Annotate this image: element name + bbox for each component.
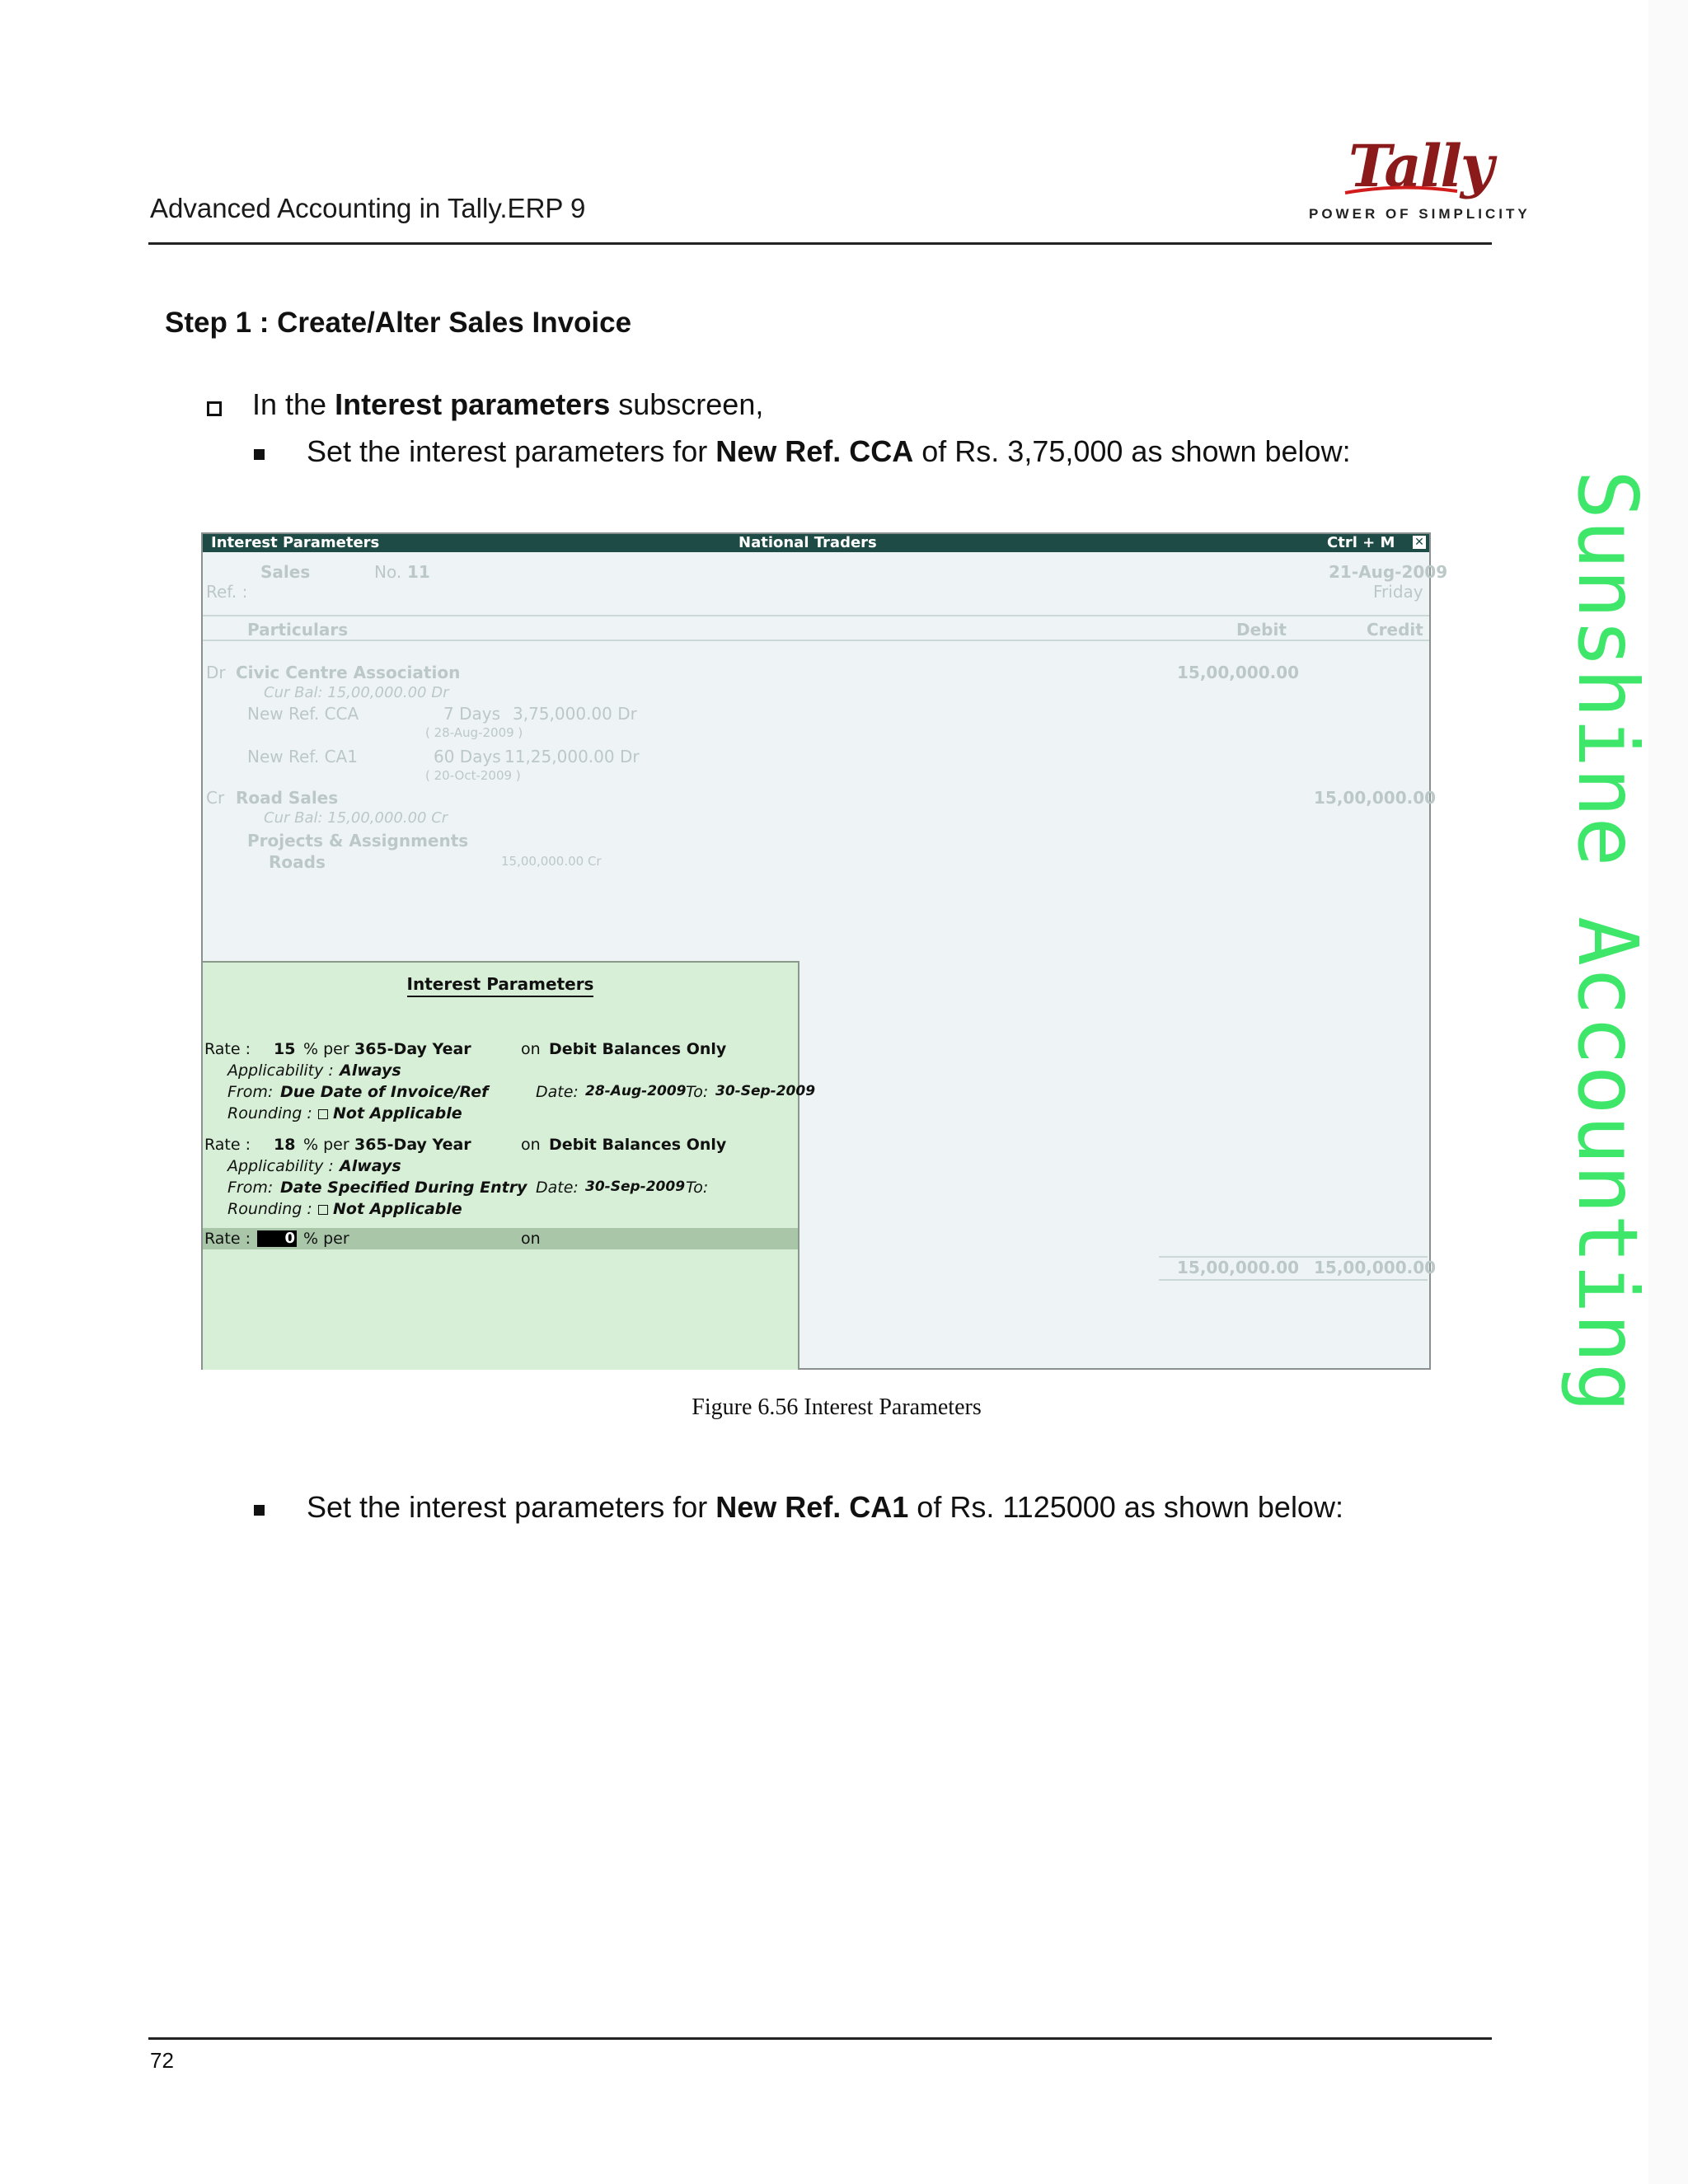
document-header-title: Advanced Accounting in Tally.ERP 9: [150, 193, 586, 223]
window-title: Interest Parameters: [211, 534, 380, 551]
cr-current-balance: Cur Bal: 15,00,000.00 Cr: [264, 809, 448, 827]
from-date[interactable]: 30-Sep-2009: [585, 1179, 686, 1195]
bullet-bold-text: Interest parameters: [335, 387, 611, 421]
bullet-bold-text: New Ref. CA1: [715, 1490, 909, 1524]
company-name: National Traders: [738, 534, 877, 551]
table-header-bottom-rule: [203, 640, 1429, 641]
from-label: From:: [227, 1179, 274, 1197]
ref2-amount: 11,25,000.00 Dr: [504, 747, 640, 766]
bullet-text: In the: [252, 387, 335, 421]
applicability-value[interactable]: Always: [340, 1157, 401, 1175]
cr-amount: 15,00,000.00: [1314, 788, 1437, 808]
dr-amount: 15,00,000.00: [1177, 663, 1300, 682]
dr-label: Dr: [206, 663, 226, 682]
to-label: To:: [686, 1179, 709, 1197]
from-value[interactable]: Date Specified During Entry: [280, 1179, 528, 1197]
interest-parameters-panel: [203, 961, 816, 1370]
ref2-name: New Ref. CA1: [247, 747, 358, 766]
cost-centre-amount: 15,00,000.00 Cr: [501, 854, 602, 869]
balance-type[interactable]: Debit Balances Only: [549, 1040, 727, 1058]
rate-value[interactable]: 18: [274, 1136, 296, 1154]
total-debit: 15,00,000.00: [1177, 1258, 1300, 1277]
from-value[interactable]: Due Date of Invoice/Ref: [280, 1083, 489, 1101]
bullet-new-ref-ca1: [307, 1490, 1343, 1525]
ref1-due-date: ( 28-Aug-2009 ): [425, 725, 523, 740]
logo-tagline: POWER OF SIMPLICITY: [1309, 206, 1531, 222]
bullet-text: of Rs. 1125000 as shown below:: [908, 1490, 1343, 1524]
applicability-label: Applicability :: [227, 1157, 334, 1175]
rounding-label: Rounding :: [227, 1104, 312, 1122]
tally-logo: [1294, 132, 1531, 227]
bullet-interest-subscreen: [252, 387, 763, 422]
cr-label: Cr: [206, 788, 225, 808]
bullet-new-ref-cca: [307, 434, 1351, 469]
on-label: on: [521, 1230, 541, 1248]
ref1-amount: 3,75,000.00 Dr: [513, 704, 637, 724]
rate-period[interactable]: 365-Day Year: [354, 1040, 471, 1058]
bullet-bold-text: New Ref. CCA: [715, 434, 914, 468]
logo-swoosh-icon: [1343, 185, 1459, 196]
applicability-value[interactable]: Always: [340, 1062, 401, 1080]
rounding-text: Not Applicable: [333, 1200, 462, 1218]
col-credit: Credit: [1367, 620, 1423, 640]
voucher-day: Friday: [1373, 582, 1423, 602]
applicability-label: Applicability :: [227, 1062, 334, 1080]
checkbox-icon: [318, 1109, 328, 1119]
ref1-days: 7 Days: [443, 704, 500, 724]
bullet-text: Set the interest parameters for: [307, 434, 716, 468]
from-label: From:: [227, 1083, 274, 1101]
bullet-text: Set the interest parameters for: [307, 1490, 716, 1524]
from-date[interactable]: 28-Aug-2009: [585, 1083, 687, 1099]
cost-category: Projects & Assignments: [247, 831, 469, 851]
screenshot-title-bar: [203, 534, 1429, 552]
on-label: on: [521, 1040, 541, 1058]
rate-label: Rate :: [204, 1040, 251, 1058]
tally-screenshot: [201, 532, 1448, 1370]
ref2-days: 60 Days: [434, 747, 501, 766]
ref2-due-date: ( 20-Oct-2009 ): [425, 768, 521, 783]
pct-per-label: % per: [303, 1040, 349, 1058]
dr-current-balance: Cur Bal: 15,00,000.00 Dr: [264, 684, 449, 701]
shortcut-label: Ctrl + M: [1327, 534, 1395, 551]
logo-wordmark: Tally: [1348, 132, 1493, 200]
rate-label: Rate :: [204, 1136, 251, 1154]
bullet-text: of Rs. 3,75,000 as shown below:: [913, 434, 1351, 468]
side-watermark: Sunshine Accounting: [1559, 470, 1656, 1413]
voucher-number: 11: [407, 562, 430, 582]
rounding-value[interactable]: [318, 1104, 462, 1122]
balance-type[interactable]: Debit Balances Only: [549, 1136, 727, 1154]
step-heading: Step 1 : Create/Alter Sales Invoice: [165, 307, 632, 339]
rate-period[interactable]: 365-Day Year: [354, 1136, 471, 1154]
rounding-value[interactable]: [318, 1200, 462, 1218]
square-bullet-icon: [254, 449, 265, 460]
pct-per-label: % per: [303, 1136, 349, 1154]
totals-bottom-rule: [1159, 1279, 1428, 1281]
dr-account: Civic Centre Association: [236, 663, 461, 682]
ref-label: Ref. :: [206, 582, 248, 602]
pct-per-label: % per: [303, 1230, 349, 1248]
rate-value[interactable]: 15: [274, 1040, 296, 1058]
rounding-label: Rounding :: [227, 1200, 312, 1218]
date-label: Date:: [536, 1083, 579, 1101]
voucher-date: 21-Aug-2009: [1329, 562, 1448, 582]
bullet-text: subscreen,: [610, 387, 764, 421]
cost-centre: Roads: [269, 852, 326, 872]
rounding-text: Not Applicable: [333, 1104, 462, 1122]
total-credit: 15,00,000.00: [1314, 1258, 1437, 1277]
date-label: Date:: [536, 1179, 579, 1197]
cr-account: Road Sales: [236, 788, 339, 808]
to-date[interactable]: 30-Sep-2009: [715, 1083, 816, 1099]
active-rate-row: [203, 1228, 798, 1249]
page-number: 72: [150, 2048, 174, 2073]
to-label: To:: [686, 1083, 709, 1101]
col-particulars: Particulars: [247, 620, 349, 640]
close-icon[interactable]: ✕: [1413, 536, 1426, 549]
rate-label: Rate :: [204, 1230, 251, 1248]
ref1-name: New Ref. CCA: [247, 704, 359, 724]
header-rule: [148, 242, 1492, 245]
square-bullet-icon: [254, 1505, 265, 1516]
footer-rule: [148, 2037, 1492, 2040]
panel-title-text: Interest Parameters: [407, 974, 594, 997]
panel-title: [203, 974, 798, 994]
checkbox-icon: [318, 1205, 328, 1215]
figure-caption: Figure 6.56 Interest Parameters: [692, 1394, 982, 1420]
voucher-type: Sales: [260, 562, 311, 582]
on-label: on: [521, 1136, 541, 1154]
col-debit: Debit: [1236, 620, 1287, 640]
table-header-top-rule: [203, 615, 1429, 616]
rate-input[interactable]: 0: [257, 1230, 297, 1247]
hollow-square-bullet-icon: [207, 401, 222, 416]
voucher-no-label: No.: [374, 562, 402, 582]
